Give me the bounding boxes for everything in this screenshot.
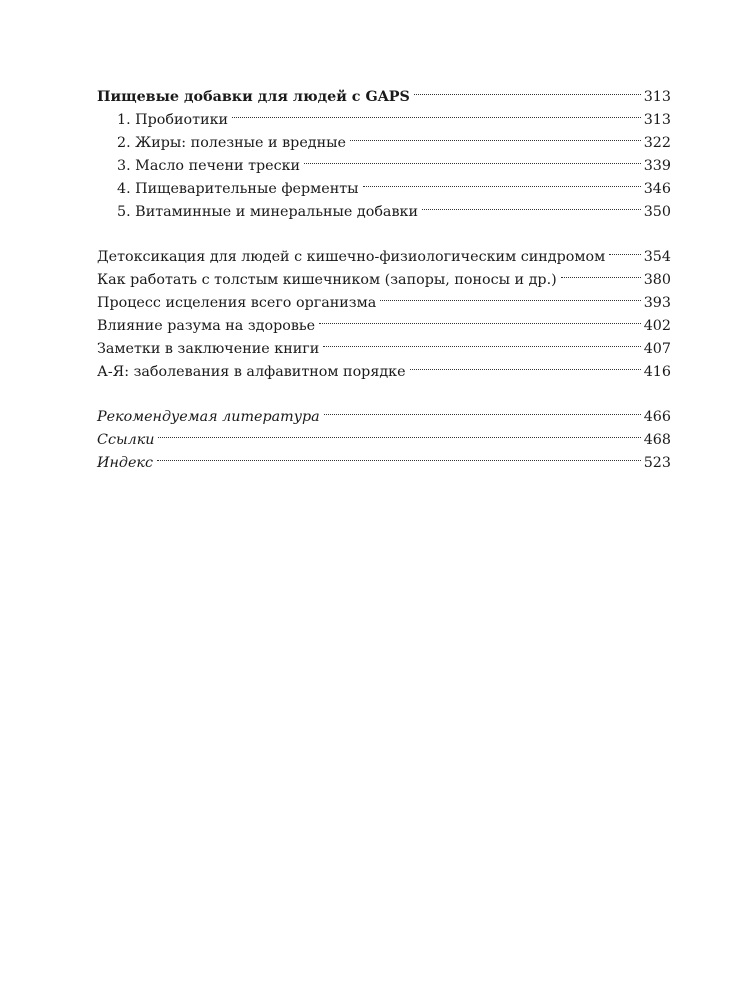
toc-entry: [97, 238, 671, 265]
toc-entry-title: 3. Масло печени трески: [117, 158, 301, 174]
toc-group-back-matter: [97, 398, 671, 471]
toc-entry-title: Рекомендуемая литература: [97, 409, 320, 425]
toc-entry-page: 339: [643, 158, 671, 174]
toc-entry-page: 313: [643, 89, 671, 105]
toc-leader-dots: [319, 307, 641, 330]
toc-leader-dots: [323, 330, 640, 353]
toc-entry: [97, 444, 671, 471]
toc-leader-dots: [414, 78, 641, 101]
toc-entry-page: 322: [643, 135, 671, 151]
toc-leader-dots: [304, 147, 641, 170]
toc-entry-title: 1. Пробиотики: [117, 112, 229, 128]
toc-entry-title: Ссылки: [97, 432, 155, 448]
toc-entry: [97, 398, 671, 425]
toc-leader-dots: [609, 238, 640, 261]
toc-leader-dots: [363, 170, 641, 193]
toc-leader-dots: [324, 398, 641, 421]
toc-entry-title: Как работать с толстым кишечником (запоры, поносы и др.): [97, 272, 557, 288]
toc-leader-dots: [157, 444, 641, 467]
toc-entry-page: 380: [643, 272, 671, 288]
toc-leader-dots: [158, 421, 640, 444]
toc-entry-title: Процесс исцеления всего организма: [97, 295, 377, 311]
toc-entry-title: 2. Жиры: полезные и вредные: [117, 135, 346, 151]
toc-leader-dots: [410, 353, 641, 376]
toc-entry-page: 393: [643, 295, 671, 311]
toc-entry-title: Пищевые добавки для людей с GAPS: [97, 89, 410, 105]
toc-leader-dots: [561, 261, 641, 284]
toc-entry-title: Влияние разума на здоровье: [97, 318, 316, 334]
toc-entry-title: Индекс: [97, 455, 153, 471]
toc-entry-title: Заметки в заключение книги: [97, 341, 320, 357]
toc-entry-page: 350: [643, 204, 671, 220]
toc-entry-page: 466: [643, 409, 671, 425]
toc-entry: [97, 421, 671, 448]
toc-entry-page: 346: [643, 181, 671, 197]
toc-leader-dots: [350, 124, 641, 147]
toc-entry-page: 407: [643, 341, 671, 357]
toc-entry-title: А-Я: заболевания в алфавитном порядке: [97, 364, 406, 380]
toc-entry-page: 523: [643, 455, 671, 471]
toc-leader-dots: [380, 284, 640, 307]
toc-group-chapters: [97, 238, 671, 380]
toc-leader-dots: [232, 101, 641, 124]
toc-entry-page: 468: [643, 432, 671, 448]
toc-entry-title: 4. Пищеварительные ферменты: [117, 181, 359, 197]
toc-entry-page: 313: [643, 112, 671, 128]
toc-entry-page: 402: [643, 318, 671, 334]
toc-entry-page: 416: [643, 364, 671, 380]
toc-entry: [97, 78, 671, 105]
toc-group-supplements: [97, 78, 671, 220]
toc-entry-page: 354: [643, 249, 671, 265]
toc-entry-title: 5. Витаминные и минеральные добавки: [117, 204, 418, 220]
toc-leader-dots: [422, 193, 641, 216]
toc-entry-title: Детоксикация для людей с кишечно-физиологическим синдромом: [97, 249, 606, 265]
table-of-contents: [97, 78, 671, 471]
